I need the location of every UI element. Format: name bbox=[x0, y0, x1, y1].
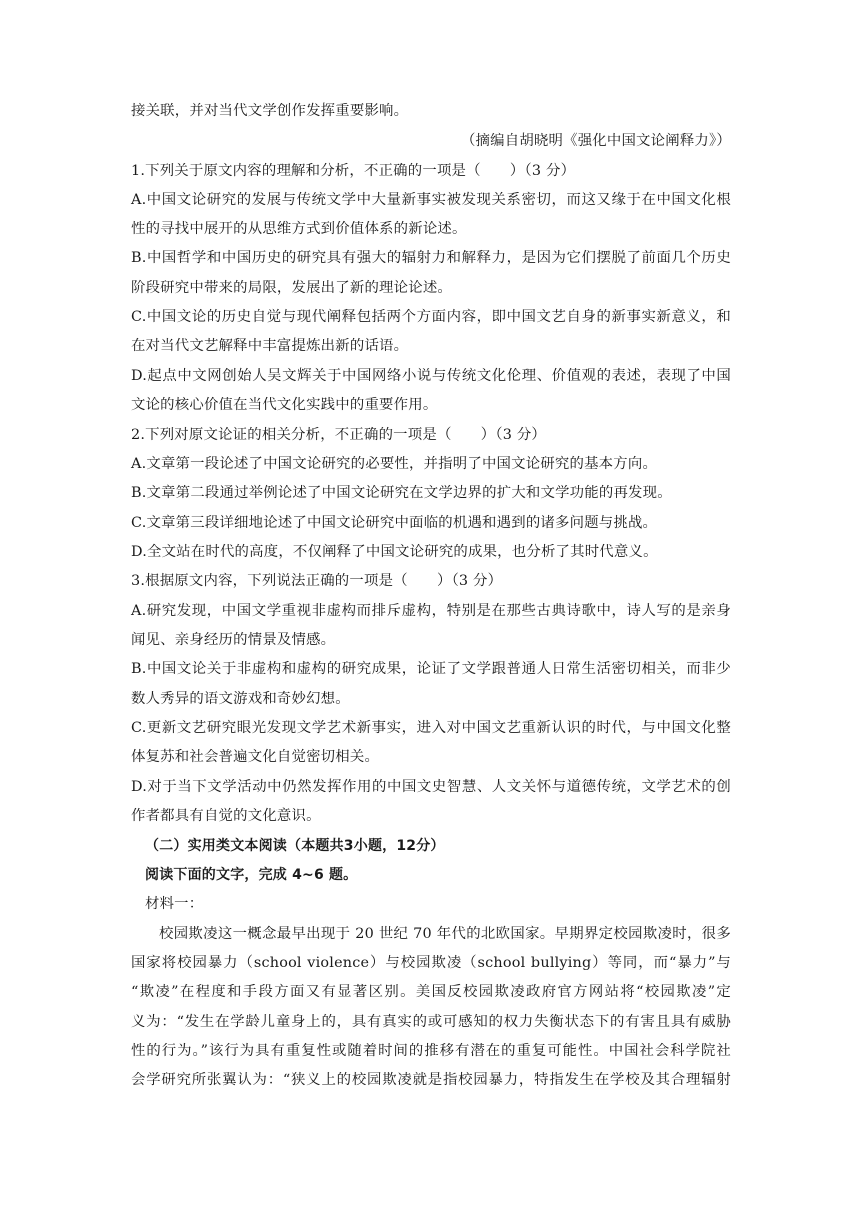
q1-option-d-cont: 文论的核心价值在当代文化实践中的重要作用。 bbox=[131, 397, 438, 413]
q3-option-b-cont: 数人秀异的语文游戏和奇妙幻想。 bbox=[131, 691, 350, 707]
question-1-stem: 1.下列关于原文内容的理解和分析，不正确的一项是（ ）（3 分） bbox=[131, 163, 576, 179]
q3-option-a-cont: 闻见、亲身经历的情景及情感。 bbox=[131, 632, 336, 648]
q2-option-c: C.文章第三段详细地论述了中国文论研究中面临的机遇和遇到的诸多问题与挑战。 bbox=[131, 515, 658, 531]
q1-option-a: A.中国文论研究的发展与传统文学中大量新事实被发现关系密切，而这又缘于在中国文化根 bbox=[131, 192, 731, 208]
q1-option-c-cont: 在对当代文艺解释中丰富提炼出新的话语。 bbox=[131, 338, 409, 354]
q1-option-a-cont: 性的寻找中展开的从思维方式到价值体系的新论述。 bbox=[131, 221, 467, 237]
q3-option-d: D.对于当下文学活动中仍然发挥作用的中国文史智慧、人文关怀与道德传统，文学艺术的创 bbox=[131, 779, 731, 795]
material-paragraph-line: 性的行为。”该行为具有重复性或随着时间的推移有潜在的重复可能性。中国社会科学院社 bbox=[131, 1043, 731, 1059]
q3-option-b: B.中国文论关于非虚构和虚构的研究成果，论证了文学跟普通人日常生活密切相关，而非少 bbox=[131, 661, 731, 677]
q3-option-a: A.研究发现，中国文学重视非虚构而排斥虚构，特别是在那些古典诗歌中，诗人写的是亲身 bbox=[131, 603, 731, 619]
q1-option-b: B.中国哲学和中国历史的研究具有强大的辐射力和解释力，是因为它们摆脱了前面几个历史 bbox=[131, 250, 731, 266]
material-label: 材料一： bbox=[145, 896, 204, 912]
material-paragraph-line: 国家将校园暴力（school violence）与校园欺凌（school bullying）等同，而“暴力”与 bbox=[131, 955, 731, 971]
q3-option-d-cont: 作者都具有自觉的文化意识。 bbox=[131, 808, 321, 824]
material-paragraph-line: 义为：“发生在学龄儿童身上的，具有真实的或可感知的权力失衡状态下的有害且具有威胁 bbox=[131, 1014, 731, 1030]
q3-option-c: C.更新文艺研究眼光发现文学艺术新事实，进入对中国文艺重新认识的时代，与中国文化整 bbox=[131, 720, 731, 736]
q1-option-b-cont: 阶段研究中带来的局限，发展出了新的理论论述。 bbox=[131, 280, 452, 296]
material-paragraph-line: “欺凌”在程度和手段方面又有显著区别。美国反校园欺凌政府官方网站将“校园欺凌”定 bbox=[131, 984, 731, 1000]
text-line-continuation: 接关联，并对当代文学创作发挥重要影响。 bbox=[131, 103, 409, 119]
material-paragraph-line: 会学研究所张翼认为：“狭义上的校园欺凌就是指校园暴力，特指发生在学校及其合理辐射 bbox=[131, 1072, 731, 1088]
q1-option-d: D.起点中文网创始人吴文辉关于中国网络小说与传统文化伦理、价值观的表述，表现了中国 bbox=[131, 368, 731, 384]
q1-option-c: C.中国文论的历史自觉与现代阐释包括两个方面内容，即中国文艺自身的新事实新意义，和 bbox=[131, 309, 731, 325]
q3-option-c-cont: 体复苏和社会普遍文化自觉密切相关。 bbox=[131, 749, 380, 765]
section-heading: （二）实用类文本阅读（本题共3小题，12分） bbox=[145, 838, 445, 854]
q2-option-d: D.全文站在时代的高度，不仅阐释了中国文论研究的成果，也分析了其时代意义。 bbox=[131, 544, 658, 560]
question-2-stem: 2.下列对原文论证的相关分析，不正确的一项是（ ）（3 分） bbox=[131, 427, 547, 443]
q2-option-b: B.文章第二段通过举例论述了中国文论研究在文学边界的扩大和文学功能的再发现。 bbox=[131, 485, 672, 501]
section-instruction: 阅读下面的文字，完成 4~6 题。 bbox=[145, 867, 358, 883]
material-paragraph-line: 校园欺凌这一概念最早出现于 20 世纪 70 年代的北欧国家。早期界定校园欺凌时，很多 bbox=[159, 926, 731, 942]
question-3-stem: 3.根据原文内容，下列说法正确的一项是（ ）（3 分） bbox=[131, 573, 503, 589]
q2-option-a: A.文章第一段论述了中国文论研究的必要性，并指明了中国文论研究的基本方向。 bbox=[131, 456, 658, 472]
source-citation: （摘编自胡晓明《强化中国文论阐释力》） bbox=[460, 133, 731, 149]
